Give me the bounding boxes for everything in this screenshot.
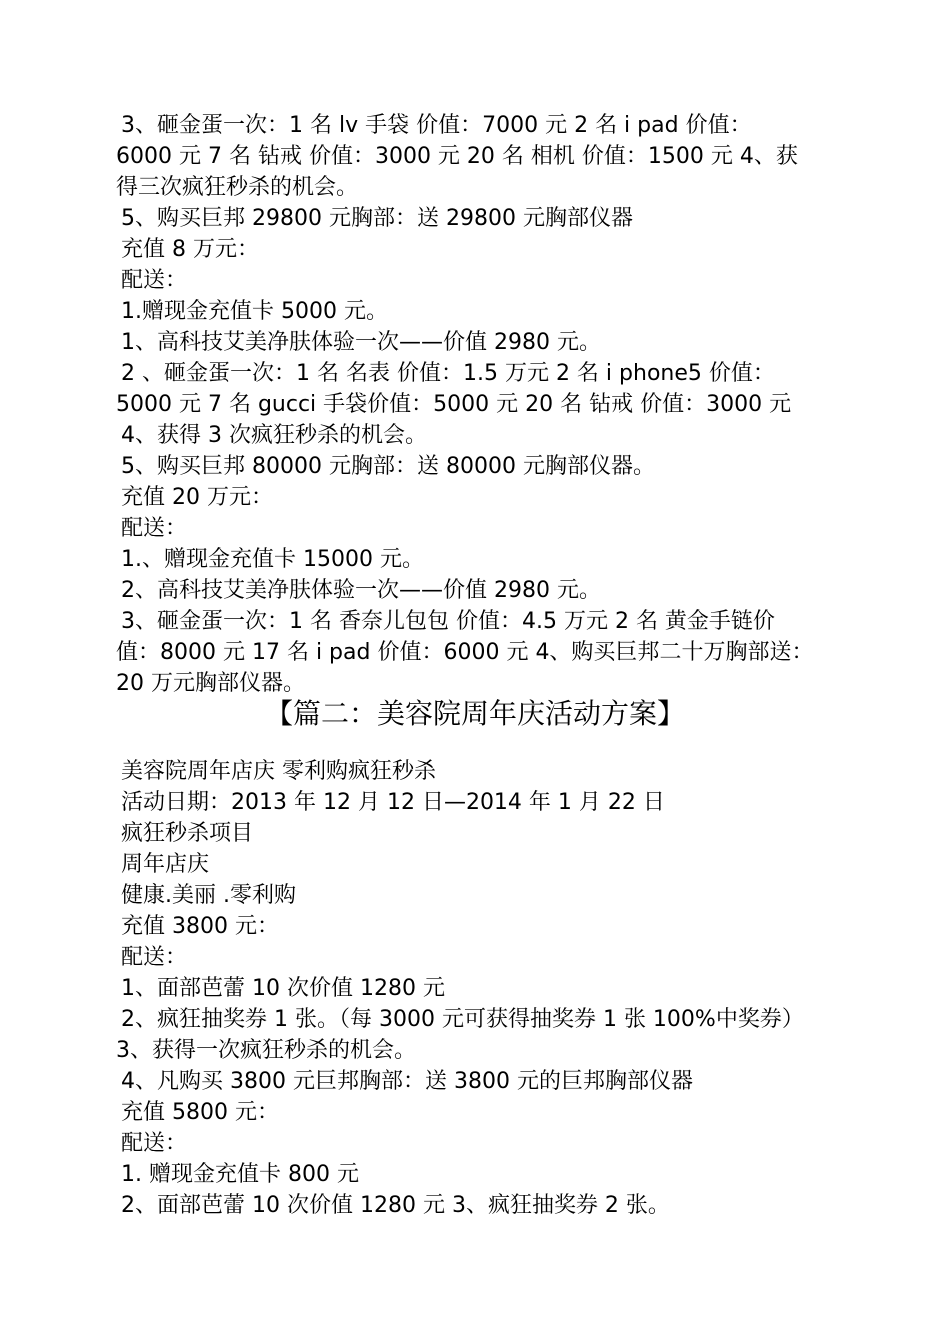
text-line: 配送： (121, 945, 188, 970)
text-line: 充值 20 万元： (121, 485, 273, 510)
text-line: 5、购买巨邦 29800 元胸部：送 29800 元胸部仪器 (121, 206, 633, 231)
text-line: 充值 8 万元： (121, 237, 259, 262)
text-line: 疯狂秒杀项目 (121, 821, 254, 846)
text-line: 20 万元胸部仪器。 (116, 671, 305, 696)
text-line: 充值 3800 元： (121, 914, 279, 939)
text-line: 健康.美丽 .零利购 (121, 883, 296, 908)
text-line: 得三次疯狂秒杀的机会。 (116, 175, 359, 200)
text-line: 5、购买巨邦 80000 元胸部：送 80000 元胸部仪器。 (121, 454, 655, 479)
text-line: 配送： (121, 1131, 188, 1156)
text-line: 周年店庆 (121, 852, 210, 877)
text-line: 充值 5800 元： (121, 1100, 279, 1125)
text-line: 2 、砸金蛋一次：1 名 名表 价值：1.5 万元 2 名 i phone5 价值： (121, 361, 775, 386)
text-line: 6000 元 7 名 钻戒 价值：3000 元 20 名 相机 价值：1500 元 4、获 (116, 144, 798, 169)
text-line: 配送： (121, 516, 188, 541)
text-line: 2、高科技艾美净肤体验一次——价值 2980 元。 (121, 578, 601, 603)
text-line: 美容院周年店庆 零利购疯狂秒杀 (121, 759, 436, 784)
text-line: 4、凡购买 3800 元巨邦胸部：送 3800 元的巨邦胸部仪器 (121, 1069, 693, 1094)
text-line: 3、获得一次疯狂秒杀的机会。 (116, 1038, 416, 1063)
text-line: 3、砸金蛋一次：1 名 香奈儿包包 价值：4.5 万元 2 名 黄金手链价 (121, 609, 775, 634)
text-line: 2、疯狂抽奖券 1 张。（每 3000 元可获得抽奖券 1 张 100%中奖券） (121, 1007, 804, 1032)
text-line: 3、砸金蛋一次：1 名 lv 手袋 价值：7000 元 2 名 i pad 价值： (121, 113, 752, 138)
text-line: 1. 赠现金充值卡 800 元 (121, 1162, 359, 1187)
text-line: 1、面部芭蕾 10 次价值 1280 元 (121, 976, 445, 1001)
text-line: 4、获得 3 次疯狂秒杀的机会。 (121, 423, 427, 448)
text-line: 1、高科技艾美净肤体验一次——价值 2980 元。 (121, 330, 601, 355)
text-line: 1.、赠现金充值卡 15000 元。 (121, 547, 424, 572)
text-line: 5000 元 7 名 gucci 手袋价值：5000 元 20 名 钻戒 价值：3000 元 (116, 392, 792, 417)
section-heading: 【篇二：美容院周年庆活动方案】 (264, 697, 685, 730)
text-line: 1.赠现金充值卡 5000 元。 (121, 299, 388, 324)
text-line: 2、面部芭蕾 10 次价值 1280 元 3、疯狂抽奖券 2 张。 (121, 1193, 670, 1218)
text-line: 值：8000 元 17 名 i pad 价值：6000 元 4、购买巨邦二十万胸部送： (116, 640, 814, 665)
text-line: 活动日期：2013 年 12 月 12 日—2014 年 1 月 22 日 (121, 790, 665, 815)
text-line: 配送： (121, 268, 188, 293)
